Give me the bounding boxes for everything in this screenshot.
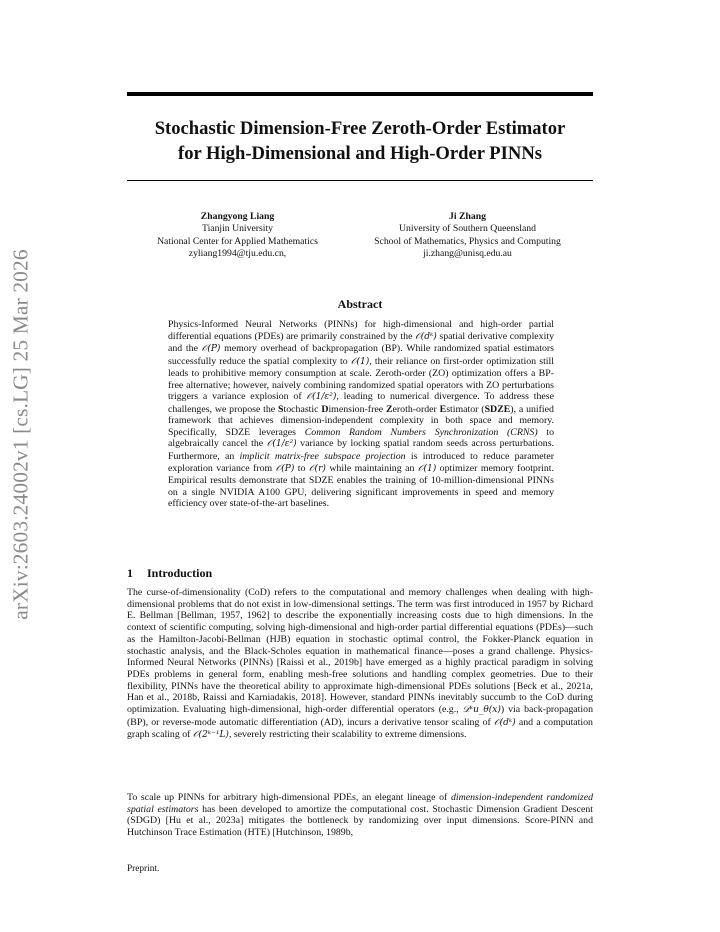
author-name: Zhangyong Liang: [200, 211, 275, 222]
abstract-body: Physics-Informed Neural Networks (PINNs) for high-dimensional and high-order partial differential equations (PDEs) are primarily constrained by the 𝒪(dᵏ) spatial derivative complexity and the 𝒪(P) memory overhead of backpropagation (BP). While randomized spatial estimators successfully reduce the spatial complexity to 𝒪(1), their reliance on first-order optimization still leads to prohibitive memory consumption at scale. Zeroth-order (ZO) optimization offers a BP-free alternative; however, naively combining randomized spatial operators with ZO perturbations triggers a variance explosion of 𝒪(1/ε²), leading to numerical divergence. To address these challenges, we propose the Stochastic Dimension-free Zeroth-order Estimator (SDZE), a unified framework that achieves dimension-independent complexity in both space and memory. Specifically, SDZE leverages Common Random Numbers Synchronization (CRNS) to algebraically cancel the 𝒪(1/ε²) variance by locking spatial random seeds across perturbations. Furthermore, an implicit matrix-free subspace projection is introduced to reduce parameter exploration variance from 𝒪(P) to 𝒪(r) while maintaining an 𝒪(1) optimizer memory footprint. Empirical results demonstrate that SDZE enables the training of 10-million-dimensional PINNs on a single NVIDIA A100 GPU, delivering significant improvements in speed and memory efficiency over state-of-the-art baselines.: [168, 319, 555, 510]
author-name: Ji Zhang: [449, 211, 486, 222]
arxiv-identifier: arXiv:2603.24002v1 [cs.LG] 25 Mar 2026: [8, 248, 33, 620]
abstract-heading: Abstract: [337, 297, 383, 311]
intro-paragraph-2: To scale up PINNs for arbitrary high-dimensional PDEs, an elegant lineage of dimension-independent randomized spatial estimators has been developed to amortize the computational cost. Stochastic Dimension Gradient Descent (SDGD) [Hu et al., 2023a] mitigates the bottleneck by randomizing over input dimensions. Score-PINN and Hutchinson Trace Estimation (HTE) [Hutchinson, 1989b,: [127, 792, 594, 839]
section-title: Introduction: [147, 566, 213, 580]
section-number: 1: [127, 566, 133, 580]
author-email: zyliang1994@tju.edu.cn,: [188, 247, 287, 259]
paper-title: [127, 116, 593, 166]
title-bottom-rule: [127, 180, 593, 181]
title-line-2: for High-Dimensional and High-Order PINNs: [178, 143, 542, 164]
author-affiliation: Tianjin University: [202, 223, 273, 235]
author-email: ji.zhang@unisq.edu.au: [423, 247, 512, 259]
author-block-1: [130, 211, 345, 260]
title-line-1: Stochastic Dimension-Free Zeroth-Order Estimator: [154, 118, 566, 139]
intro-paragraph-1: The curse-of-dimensionality (CoD) refers to the computational and memory challenges when dealing with high-dimensional problems that do not exist in low-dimensional settings. The term was first introduced in 1957 by Richard E. Bellman [Bellman, 1957, 1962] to describe the exponentially increasing costs due to high dimensions. In the context of scientific computing, solving high-dimensional and high-order partial differential equations (PDEs)—such as the Hamilton-Jacobi-Bellman (HJB) equation in stochastic optimal control, the Fokker-Planck equation in stochastic analysis, and the Black-Scholes equation in mathematical finance—poses a grand challenge. Physics-Informed Neural Networks (PINNs) [Raissi et al., 2019b] have emerged as a highly practical paradigm in solving PDEs problems in general form, enabling mesh-free solutions and handling complex geometries. Due to their flexibility, PINNs have the theoretical ability to approximate high-dimensional PDEs solutions [Beck et al., 2021a, Han et al., 2018b, Raissi and Karniadakis, 2018]. However, standard PINNs inevitably succumb to the CoD during optimization. Evaluating high-dimensional, high-order differential operators (e.g., 𝒟ᵏu_θ(x)) via back-propagation (BP), or reverse-mode automatic differentiation (AD), incurs a derivative tensor scaling of 𝒪(dᵏ) and a computation graph scaling of 𝒪(2ᵏ⁻¹L), severely restricting their scalability to extreme dimensions.: [127, 587, 593, 741]
author-affiliation: National Center for Applied Mathematics: [157, 235, 318, 247]
preprint-footer: Preprint.: [127, 864, 160, 874]
author-block-2: [345, 211, 590, 260]
title-top-rule: [127, 92, 593, 96]
author-affiliation: University of Southern Queensland: [399, 223, 536, 235]
arxiv-sidebar-stamp: [0, 248, 44, 620]
author-affiliation: School of Mathematics, Physics and Computing: [374, 235, 561, 247]
section-heading-introduction: [127, 566, 212, 581]
